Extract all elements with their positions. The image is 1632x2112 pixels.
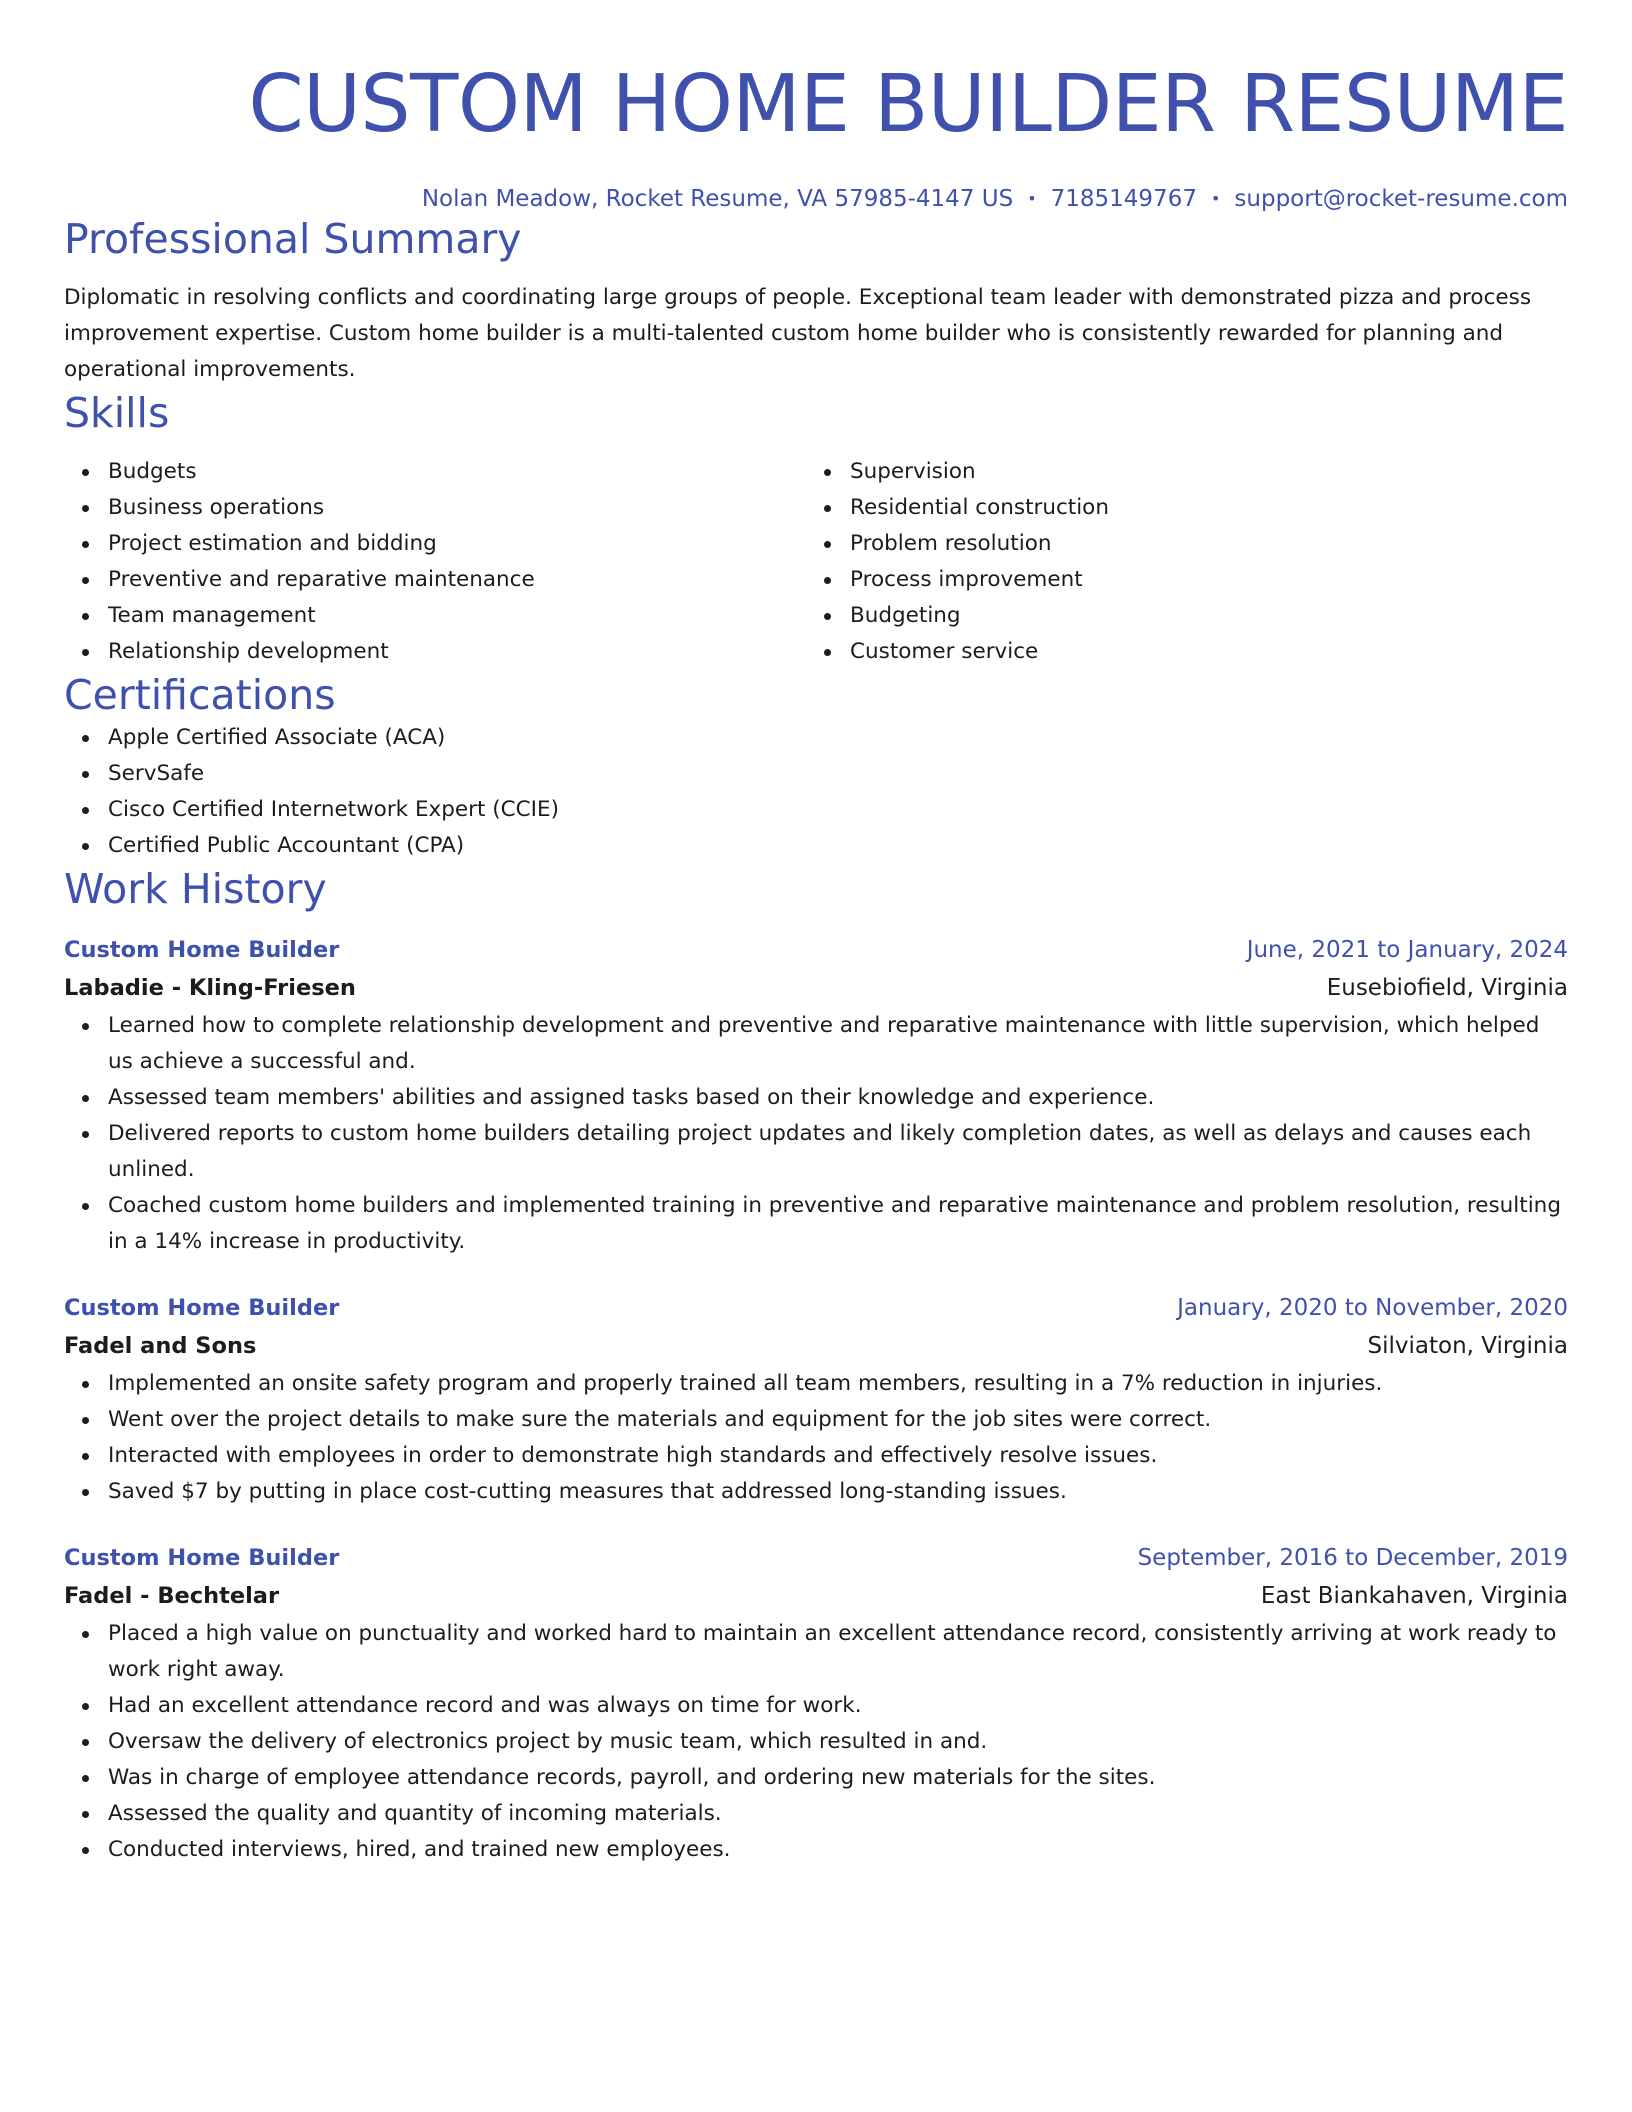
job-bullet: Oversaw the delivery of electronics project by music team, which resulted in and. <box>108 1724 1568 1760</box>
certification-item: Apple Certified Associate (ACA) <box>108 720 1568 756</box>
contact-separator: • <box>1027 189 1037 208</box>
job-dates: September, 2016 to December, 2019 <box>1137 1545 1568 1571</box>
job-bullets <box>64 1366 1568 1510</box>
job-location: East Biankahaven, Virginia <box>1260 1583 1568 1609</box>
job-title: Custom Home Builder <box>64 937 340 963</box>
job-bullet: Implemented an onsite safety program and properly trained all team members, resulting in a 7% reduction in injuries. <box>108 1366 1568 1402</box>
skills-list-right <box>806 454 1548 670</box>
skill-item: Business operations <box>108 490 806 526</box>
job-entry <box>64 932 1568 1260</box>
skill-item: Problem resolution <box>850 526 1548 562</box>
skills-section <box>64 388 1568 670</box>
job-title-row <box>64 932 1568 968</box>
job-bullet: Went over the project details to make sure the materials and equipment for the job sites were correct. <box>108 1402 1568 1438</box>
job-title-row <box>64 1540 1568 1576</box>
contact-address: Nolan Meadow, Rocket Resume, VA 57985-4147 US <box>421 186 1014 212</box>
skills-list-left <box>64 454 806 670</box>
job-title-row <box>64 1290 1568 1326</box>
certifications-list <box>64 720 1568 864</box>
job-bullet: Interacted with employees in order to demonstrate high standards and effectively resolve issues. <box>108 1438 1568 1474</box>
certification-item: Certified Public Accountant (CPA) <box>108 828 1568 864</box>
job-location: Silviaton, Virginia <box>1367 1333 1568 1359</box>
job-title: Custom Home Builder <box>64 1545 340 1571</box>
job-bullets <box>64 1616 1568 1868</box>
contact-phone: 7185149767 <box>1050 186 1197 212</box>
job-title: Custom Home Builder <box>64 1295 340 1321</box>
job-bullet: Learned how to complete relationship development and preventive and reparative maintenance with little supervision, which helped us achieve a successful and. <box>108 1008 1568 1080</box>
job-dates: June, 2021 to January, 2024 <box>1246 937 1568 963</box>
skill-item: Budgets <box>108 454 806 490</box>
contact-line <box>64 184 1568 214</box>
summary-section <box>64 214 1568 388</box>
skill-item: Residential construction <box>850 490 1548 526</box>
summary-heading: Professional Summary <box>64 215 522 263</box>
summary-text: Diplomatic in resolving conflicts and coordinating large groups of people. Exceptional team leader with demonstrated pizza and process improvement expertise. Custom home builder is a multi-talented custom home builder who is consistently rewarded for planning and operational improvements. <box>64 285 1532 382</box>
job-company-row <box>64 1326 1568 1366</box>
skill-item: Project estimation and bidding <box>108 526 806 562</box>
job-company-row <box>64 1576 1568 1616</box>
job-company-row <box>64 968 1568 1008</box>
job-entry <box>64 1290 1568 1510</box>
job-bullet: Assessed the quality and quantity of incoming materials. <box>108 1796 1568 1832</box>
resume-header <box>64 0 1568 214</box>
certification-item: ServSafe <box>108 756 1568 792</box>
job-company: Fadel and Sons <box>64 1333 257 1359</box>
resume-page <box>64 0 1568 1868</box>
skill-item: Customer service <box>850 634 1548 670</box>
skill-item: Budgeting <box>850 598 1548 634</box>
job-bullet: Assessed team members' abilities and assigned tasks based on their knowledge and experience. <box>108 1080 1568 1116</box>
skill-item: Relationship development <box>108 634 806 670</box>
work-history-section <box>64 864 1568 1868</box>
skill-item: Team management <box>108 598 806 634</box>
resume-title: CUSTOM HOME BUILDER RESUME <box>248 58 1568 150</box>
skill-item: Process improvement <box>850 562 1548 598</box>
job-bullet: Placed a high value on punctuality and worked hard to maintain an excellent attendance record, consistently arriving at work ready to work right away. <box>108 1616 1568 1688</box>
job-bullet: Was in charge of employee attendance records, payroll, and ordering new materials for the sites. <box>108 1760 1568 1796</box>
skills-heading: Skills <box>64 389 170 437</box>
job-location: Eusebiofield, Virginia <box>1326 975 1568 1001</box>
contact-email: support@rocket-resume.com <box>1234 186 1568 212</box>
work-history-heading: Work History <box>64 865 327 913</box>
job-dates: January, 2020 to November, 2020 <box>1177 1295 1568 1321</box>
job-entry <box>64 1540 1568 1868</box>
skill-item: Preventive and reparative maintenance <box>108 562 806 598</box>
job-bullet: Had an excellent attendance record and was always on time for work. <box>108 1688 1568 1724</box>
certification-item: Cisco Certified Internetwork Expert (CCIE) <box>108 792 1568 828</box>
job-bullet: Saved $7 by putting in place cost-cutting measures that addressed long-standing issues. <box>108 1474 1568 1510</box>
job-bullets <box>64 1008 1568 1260</box>
job-bullet: Conducted interviews, hired, and trained new employees. <box>108 1832 1568 1868</box>
skills-grid <box>64 454 1568 670</box>
job-company: Fadel - Bechtelar <box>64 1583 280 1609</box>
job-company: Labadie - Kling-Friesen <box>64 975 356 1001</box>
skill-item: Supervision <box>850 454 1548 490</box>
contact-separator: • <box>1210 189 1221 208</box>
certifications-heading: Certifications <box>64 671 336 719</box>
job-bullet: Delivered reports to custom home builders detailing project updates and likely completion dates, as well as delays and causes each unlined. <box>108 1116 1568 1188</box>
certifications-section <box>64 670 1568 864</box>
job-bullet: Coached custom home builders and implemented training in preventive and reparative maintenance and problem resolution, resulting in a 14% increase in productivity. <box>108 1188 1568 1260</box>
